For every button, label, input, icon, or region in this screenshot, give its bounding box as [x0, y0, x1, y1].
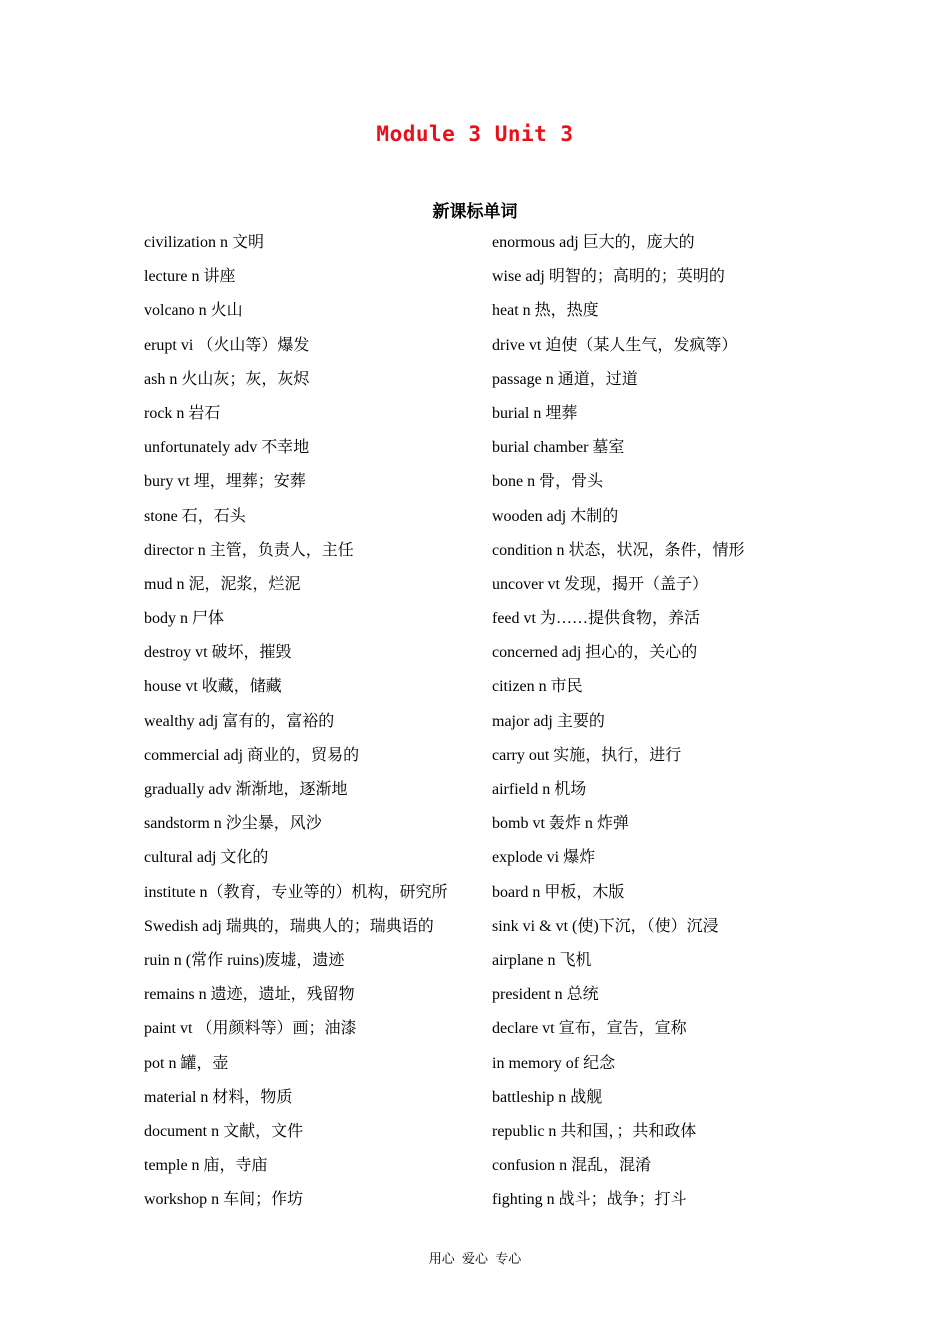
vocabulary-list-left: [144, 228, 474, 1219]
vocabulary-entry: sandstorm n 沙尘暴，风沙: [144, 815, 322, 833]
vocabulary-entry: ash n 火山灰；灰，灰烬: [144, 370, 310, 388]
vocabulary-entry: house vt 收藏，储藏: [144, 678, 282, 696]
vocabulary-entry: in memory of 纪念: [492, 1054, 616, 1072]
vocabulary-entry: condition n 状态，状况，条件，情形: [492, 541, 745, 559]
vocabulary-entry: citizen n 市民: [492, 678, 583, 696]
vocabulary-entry: institute n（教育，专业等的）机构，研究所: [144, 883, 448, 901]
vocabulary-entry: temple n 庙，寺庙: [144, 1157, 268, 1175]
vocabulary-entry: director n 主管，负责人，主任: [144, 541, 354, 559]
vocabulary-entry: feed vt 为……提供食物，养活: [492, 610, 700, 628]
vocabulary-entry: burial chamber 墓室: [492, 439, 625, 457]
vocabulary-entry: mud n 泥，泥浆，烂泥: [144, 575, 301, 593]
vocabulary-entry: ruin n (常作 ruins)废墟，遗迹: [144, 951, 345, 969]
vocabulary-entry: president n 总统: [492, 986, 599, 1004]
vocabulary-entry: major adj 主要的: [492, 712, 605, 730]
vocabulary-entry: wise adj 明智的；高明的；英明的: [492, 268, 725, 286]
vocabulary-entry: Swedish adj 瑞典的，瑞典人的；瑞典语的: [144, 917, 434, 935]
vocabulary-entry: explode vi 爆炸: [492, 849, 596, 867]
vocabulary-entry: declare vt 宣布，宣告，宣称: [492, 1020, 687, 1038]
page-title: Module 3 Unit 3: [376, 122, 574, 146]
vocabulary-entry: airplane n 飞机: [492, 951, 592, 969]
vocabulary-entry: body n 尸体: [144, 610, 225, 628]
vocabulary-entry: board n 甲板，木版: [492, 883, 625, 901]
vocabulary-entry: lecture n 讲座: [144, 268, 236, 286]
vocabulary-entry: cultural adj 文化的: [144, 849, 269, 867]
vocabulary-entry: concerned adj 担心的，关心的: [492, 644, 698, 662]
vocabulary-entry: civilization n 文明: [144, 234, 264, 251]
vocabulary-entry: erupt vi （火山等）爆发: [144, 336, 310, 354]
vocabulary-entry: paint vt （用颜料等）画；油漆: [144, 1020, 357, 1038]
vocabulary-entry: uncover vt 发现，揭开（盖子）: [492, 575, 708, 593]
vocabulary-entry: fighting n 战斗；战争；打斗: [492, 1191, 687, 1209]
vocabulary-entry: rock n 岩石: [144, 404, 221, 422]
vocabulary-entry: heat n 热，热度: [492, 302, 599, 320]
vocabulary-entry: republic n 共和国，；共和政体: [492, 1122, 697, 1140]
vocabulary-entry: enormous adj 巨大的，庞大的: [492, 234, 695, 251]
vocabulary-entry: bone n 骨，骨头: [492, 473, 604, 491]
vocabulary-entry: pot n 罐，壶: [144, 1054, 229, 1072]
vocabulary-entry: commercial adj 商业的，贸易的: [144, 746, 360, 764]
vocabulary-entry: material n 材料，物质: [144, 1088, 293, 1106]
vocabulary-entry: document n 文献，文件: [144, 1122, 304, 1140]
vocabulary-entry: workshop n 车间；作坊: [144, 1191, 304, 1209]
vocabulary-entry: battleship n 战舰: [492, 1088, 603, 1106]
vocabulary-entry: remains n 遗迹，遗址，残留物: [144, 986, 355, 1004]
vocabulary-entry: drive vt 迫使（某人生气，发疯等）: [492, 336, 738, 354]
vocabulary-entry: bomb vt 轰炸 n 炸弹: [492, 815, 629, 833]
section-heading: 新课标单词: [432, 202, 518, 222]
vocabulary-entry: burial n 埋葬: [492, 404, 578, 422]
vocabulary-entry: volcano n 火山: [144, 302, 243, 320]
vocabulary-entry: sink vi & vt (使)下沉，（使）沉浸: [492, 917, 719, 935]
vocabulary-entry: destroy vt 破坏，摧毁: [144, 644, 292, 662]
vocabulary-entry: gradually adv 渐渐地，逐渐地: [144, 781, 348, 798]
vocabulary-entry: passage n 通道，过道: [492, 370, 638, 388]
vocabulary-entry: wooden adj 木制的: [492, 507, 619, 525]
vocabulary-entry: confusion n 混乱，混淆: [492, 1157, 652, 1175]
vocabulary-entry: stone 石，石头: [144, 507, 246, 525]
page-footer: 用心 爱心 专心: [428, 1251, 522, 1266]
vocabulary-entry: airfield n 机场: [492, 781, 587, 798]
vocabulary-entry: unfortunately adv 不幸地: [144, 439, 310, 457]
vocabulary-entry: bury vt 埋，埋葬；安葬: [144, 473, 306, 491]
vocabulary-entry: wealthy adj 富有的，富裕的: [144, 712, 335, 730]
vocabulary-list-right: [492, 228, 812, 1219]
vocabulary-entry: carry out 实施，执行，进行: [492, 746, 682, 764]
